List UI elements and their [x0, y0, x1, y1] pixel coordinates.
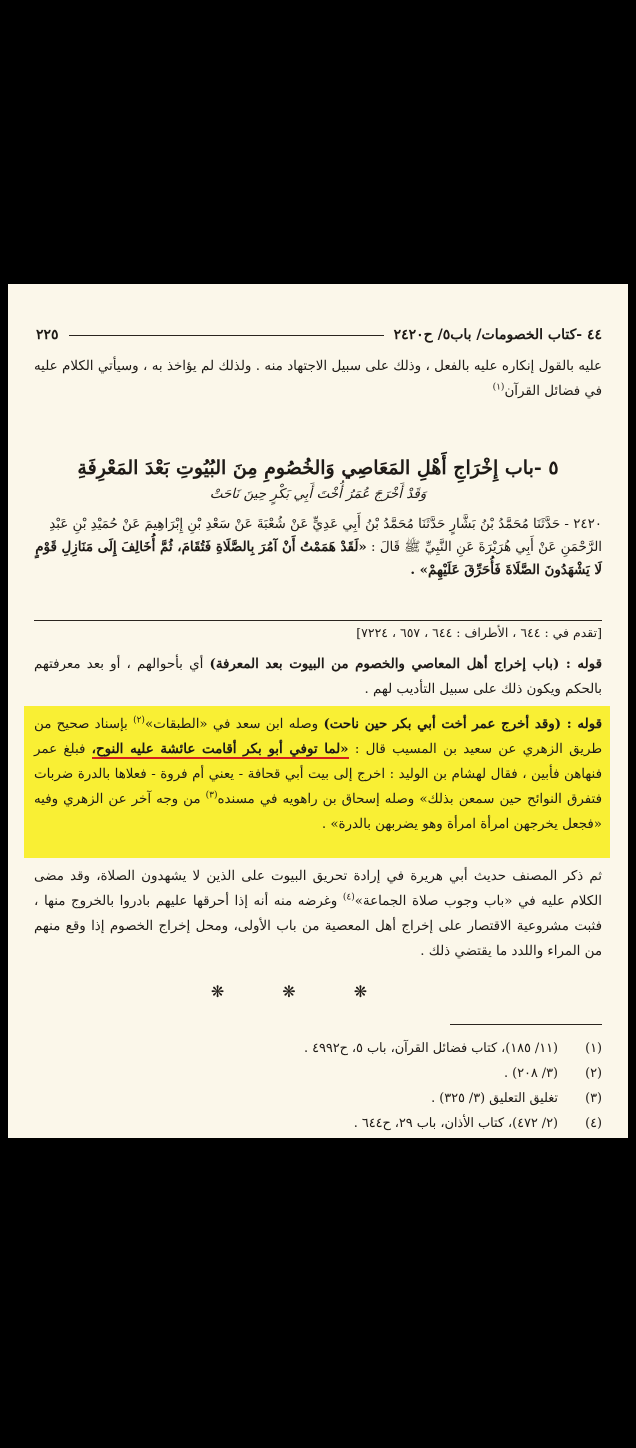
crossref-rule [34, 620, 602, 621]
footnote-number: (٣) [585, 1091, 602, 1106]
running-header [36, 324, 602, 346]
footnote-ref: (١) [492, 382, 505, 393]
crossref-text: [تقدم في : ٦٤٤ ، الأطراف : ٦٤٤ ، ٦٥٧ ، ٧٢٢٤] [356, 625, 602, 640]
footnote-ref: (٢) [133, 715, 145, 726]
footnote-rule [450, 1024, 602, 1025]
footnote [34, 1111, 602, 1136]
commentary-text: بإسناد صحيح من طريق الزهري عن سعيد بن المسيب قال : [34, 717, 603, 757]
footnote [34, 1086, 602, 1111]
commentary-text: وصله ابن سعد في «الطبقات» [144, 717, 319, 732]
footnotes [34, 1036, 602, 1136]
hadith-text [34, 514, 602, 582]
hadith-matn: «لَقَدْ هَمَمْتُ أَنْ آمُرَ بِالصَّلَاةِ فَتُقَامَ، ثُمَّ أُخَالِفَ إِلَى مَنَازِلِ قَوْمٍ لَا يَشْهَدُونَ الصَّلَاةَ فَأُحَرِّقَ عَلَيْهِمْ» . [35, 539, 602, 578]
intro-paragraph [34, 354, 602, 404]
footnote [34, 1036, 602, 1061]
hadith-chain: ٢٤٢٠ - حَدَّثَنَا مُحَمَّدُ بْنُ بَشَّارٍ حَدَّثَنَا مُحَمَّدُ بْنُ أَبِي عَدِيٍّ عَنْ شُعْبَةَ عَنْ سَعْدِ بْنِ إِبْرَاهِيمَ عَنْ حُمَيْدِ بْنِ عَبْدِ الرَّحْمَنِ عَنْ أَبِي هُرَيْرَةَ عَنِ النَّبِيِّ ﷺ قَالَ : [49, 517, 602, 555]
footnote-text: (٢/ ٤٧٢)، كتاب الأذان، باب ٢٩، ح٦٤٤ . [353, 1116, 558, 1131]
footnote-ref: (٤) [342, 892, 355, 903]
commentary-lead: قوله : (وقد أخرج عمر أخت أبي بكر حين ناحت) [323, 716, 602, 732]
crossref-block [34, 620, 602, 643]
page-number: ٢٢٥ [36, 327, 59, 343]
commentary-paragraph-3 [34, 864, 602, 964]
footnote-text: تغليق التعليق (٣/ ٣٢٥) . [431, 1091, 558, 1106]
intro-text: عليه بالقول إنكاره عليه بالفعل ، وذلك على سبيل الاجتهاد منه . ولذلك لم يؤاخذ به ، وسيأتي الكلام عليه في فضائل القرآن [34, 359, 602, 399]
commentary-text: وغرضه منه أنه إذا أحرقها عليهم بادروا بالخروج منها ، فثبت مشروعية الاقتصار على إخراج أهل المعصية من باب الأولى، ومحل إخراج الخصوم إذا وقع منهم من المراء واللدد ما يقتضي ذلك . [34, 894, 602, 959]
footnote-text: (١١/ ١٨٥)، كتاب فضائل القرآن، باب ٥، ح٤٩٩٢ . [303, 1041, 558, 1056]
commentary-lead: قوله : (باب إخراج أهل المعاصي والخصوم من البيوت بعد المعرفة) [209, 656, 602, 672]
footnote [34, 1061, 602, 1086]
footnote-number: (٤) [585, 1116, 602, 1131]
section-divider-stars: ❋❋❋ [210, 982, 426, 1001]
chapter-subtitle: وَقَدْ أَخْرَجَ عُمَرُ أُخْتَ أَبِي بَكْرٍ حِينَ نَاحَتْ [209, 486, 427, 502]
chapter-title: ٥ -باب إِخْرَاجِ أَهْلِ المَعَاصِي وَالخُصُومِ مِنَ البُيُوتِ بَعْدَ المَعْرِفَةِ [77, 457, 559, 479]
commentary-text: ثم ذكر المصنف حديث أبي هريرة في إرادة تحريق البيوت على الذين لا يشهدون الصلاة، وقد مضى الكلام عليه في «باب وجوب صلاة الجماعة» [34, 869, 602, 909]
header-title: ٤٤ -كتاب الخصومات/ باب٥/ ح٢٤٢٠ [393, 327, 602, 343]
footnote-text: (٣/ ٢٠٨) . [503, 1066, 558, 1081]
footnote-ref: (٣) [205, 790, 218, 801]
commentary-paragraph-2 [34, 712, 602, 837]
commentary-paragraph-1 [34, 652, 602, 702]
commentary-text: فبلغ عمر فنهاهن فأبين ، فقال لهشام بن الوليد : اخرج إلى بيت أبي قحافة - يعني أم فروة - فعلاها بالدرة ضربات فتفرق النوائح حين سمعن بذلك» وصله إسحاق بن راهويه في مسنده [34, 742, 602, 807]
commentary-text: من وجه آخر عن الزهري وفيه «فجعل يخرجهن امرأة امرأة وهو يضربهن بالدرة» . [34, 792, 602, 832]
header-rule [69, 335, 384, 336]
commentary-text: أي بأحوالهم ، أو بعد معرفتهم بالحكم ويكون ذلك على سبيل التأديب لهم . [34, 657, 602, 697]
footnote-number: (١) [585, 1041, 602, 1056]
footnote-number: (٢) [585, 1066, 602, 1081]
underlined-quote: «لما توفي أبو بكر أقامت عائشة عليه النوح، [91, 741, 349, 757]
book-page [8, 284, 628, 1138]
